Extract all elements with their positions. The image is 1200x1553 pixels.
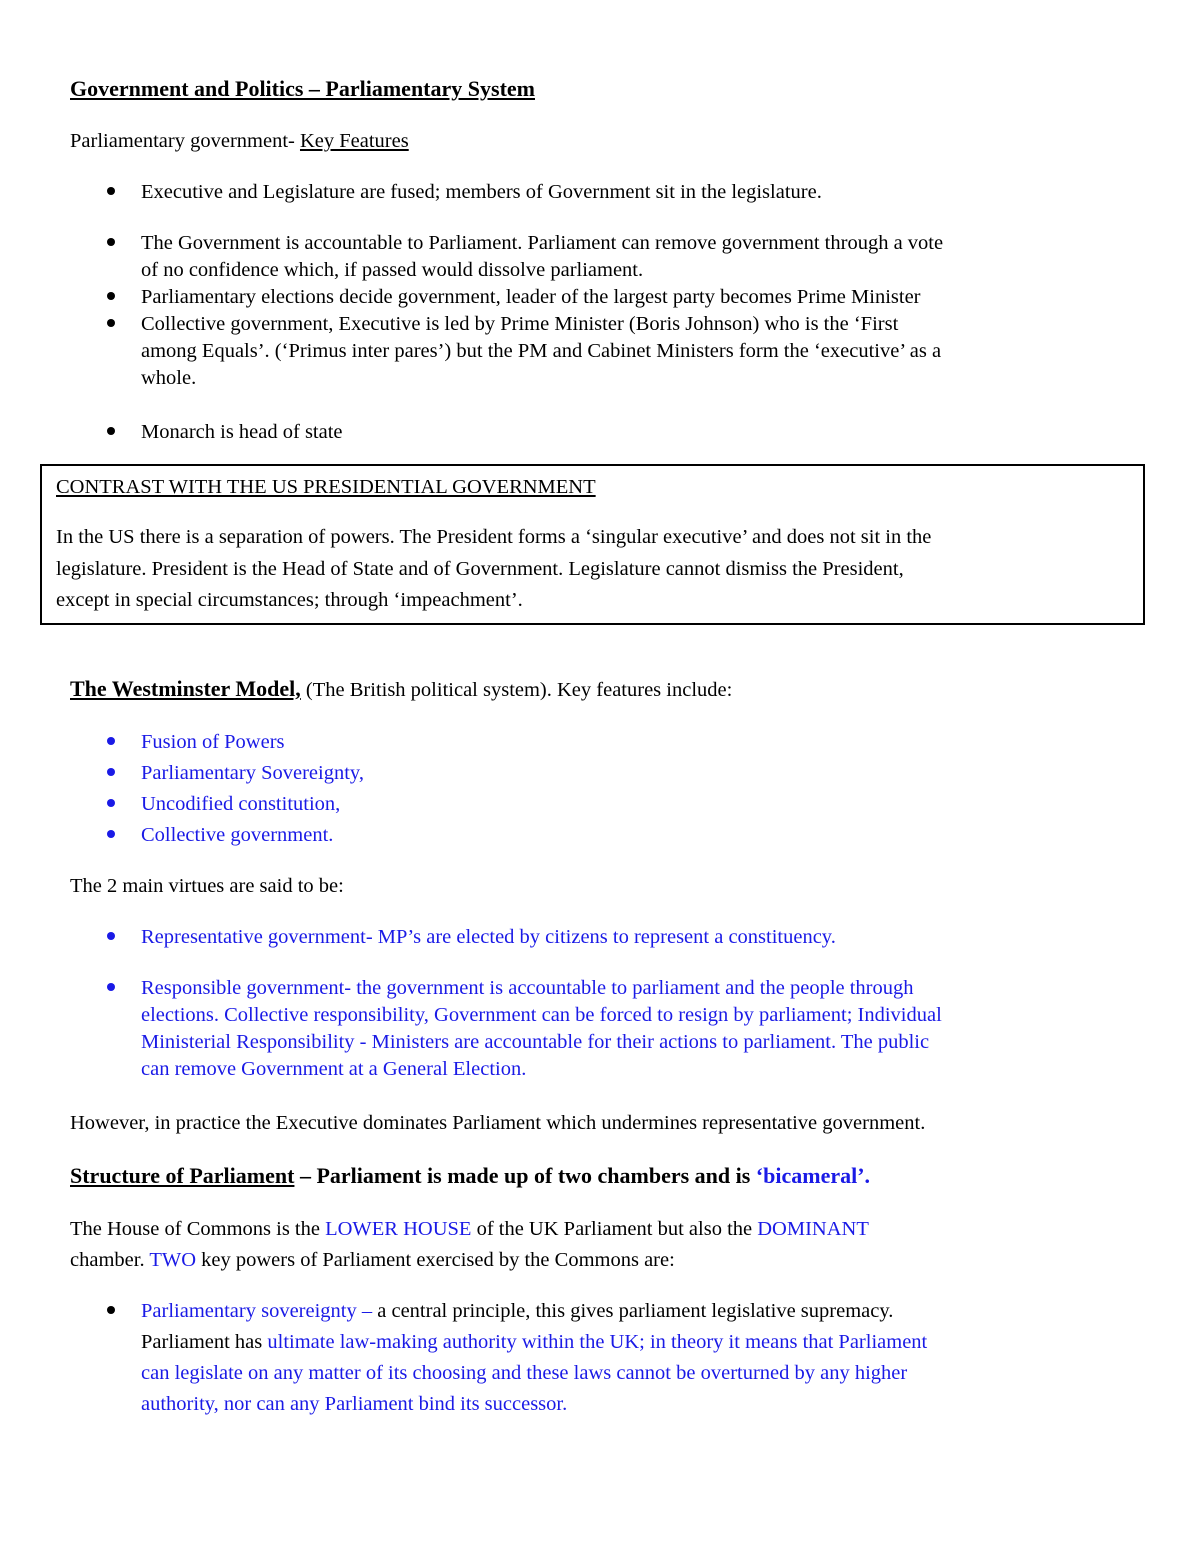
list-item: Parliamentary Sovereignty,	[141, 762, 364, 784]
text-segment: Parliament has	[141, 1331, 268, 1353]
list-item-continued: Ministerial Responsibility - Ministers are accountable for their actions to parliament. The public	[141, 1031, 930, 1053]
list-item-continued: authority, nor can any Parliament bind its successor.	[141, 1393, 568, 1415]
list-item: Responsible government- the government is accountable to parliament and the people through	[141, 977, 914, 999]
commons-paragraph-line	[70, 1247, 675, 1274]
lower-house-term: LOWER HOUSE	[325, 1218, 472, 1240]
however-paragraph: However, in practice the Executive dominates Parliament which undermines representative government.	[70, 1112, 926, 1134]
list-item: Collective government.	[141, 824, 334, 846]
text-segment: key powers of Parliament exercised by the Commons are:	[196, 1249, 675, 1271]
list-item: Representative government- MP’s are elected by citizens to represent a constituency.	[141, 926, 836, 948]
bullet-icon	[107, 319, 115, 327]
list-item-continued: can legislate on any matter of its choosing and these laws cannot be overturned by any higher	[141, 1362, 908, 1384]
text-segment: The House of Commons is the	[70, 1218, 326, 1240]
list-item: Executive and Legislature are fused; members of Government sit in the legislature.	[141, 181, 822, 203]
intro-prefix: Parliamentary government-	[70, 130, 300, 152]
bicameral-term: ‘bicameral’.	[755, 1163, 871, 1188]
text-segment: a central principle, this gives parliament legislative supremacy.	[372, 1300, 894, 1322]
contrast-text-line: In the US there is a separation of powers. The President forms a ‘singular executive’ and does not sit in the	[56, 526, 932, 548]
page-title: Government and Politics – Parliamentary System	[70, 76, 535, 101]
list-item: Monarch is head of state	[141, 421, 343, 443]
contrast-heading: CONTRAST WITH THE US PRESIDENTIAL GOVERNMENT	[56, 476, 596, 498]
structure-heading-rest: – Parliament is made up of two chambers and is	[294, 1163, 756, 1188]
list-item	[141, 1298, 893, 1325]
list-item: The Government is accountable to Parliament. Parliament can remove government through a vote	[141, 232, 944, 254]
westminster-heading-suffix: (The British political system). Key features include:	[300, 679, 733, 701]
bullet-icon	[107, 799, 115, 807]
bullet-icon	[107, 1306, 115, 1314]
structure-heading-row	[70, 1165, 870, 1187]
list-item: Parliamentary elections decide government, leader of the largest party becomes Prime Minister	[141, 286, 921, 308]
list-item: Fusion of Powers	[141, 731, 285, 753]
virtues-intro: The 2 main virtues are said to be:	[70, 875, 344, 897]
bullet-icon	[107, 830, 115, 838]
list-item: Collective government, Executive is led by Prime Minister (Boris Johnson) who is the ‘First	[141, 313, 899, 335]
contrast-text-line: except in special circumstances; through ‘impeachment’.	[56, 589, 523, 611]
bullet-icon	[107, 427, 115, 435]
westminster-heading-row	[70, 678, 732, 701]
two-term: TWO	[149, 1249, 197, 1271]
structure-heading: Structure of Parliament	[70, 1163, 295, 1188]
bullet-icon	[107, 238, 115, 246]
text-segment: chamber.	[70, 1249, 150, 1271]
list-item: Uncodified constitution,	[141, 793, 341, 815]
bullet-icon	[107, 932, 115, 940]
bullet-icon	[107, 187, 115, 195]
list-item-continued: elections. Collective responsibility, Government can be forced to resign by parliament; Individual	[141, 1004, 942, 1026]
section-intro	[70, 131, 409, 152]
dominant-term: DOMINANT	[757, 1218, 869, 1240]
list-item-continued: of no confidence which, if passed would dissolve parliament.	[141, 259, 644, 281]
text-segment: of the UK Parliament but also the	[471, 1218, 758, 1240]
list-item-continued: whole.	[141, 367, 197, 389]
bullet-icon	[107, 768, 115, 776]
parliamentary-sovereignty-term: Parliamentary sovereignty –	[141, 1300, 373, 1322]
list-item-continued: among Equals’. (‘Primus inter pares’) but the PM and Cabinet Ministers form the ‘executive’ as a	[141, 340, 942, 362]
bullet-icon	[107, 737, 115, 745]
list-item-continued	[141, 1329, 927, 1356]
westminster-heading: The Westminster Model,	[70, 676, 301, 701]
commons-paragraph-line	[70, 1216, 869, 1243]
bullet-icon	[107, 983, 115, 991]
bullet-icon	[107, 292, 115, 300]
contrast-text-line: legislature. President is the Head of State and of Government. Legislature cannot dismiss the President,	[56, 558, 904, 580]
text-segment: ultimate law-making authority within the UK; in theory it means that Parliament	[267, 1331, 928, 1353]
list-item-continued: can remove Government at a General Election.	[141, 1058, 527, 1080]
key-features-label: Key Features	[299, 130, 409, 152]
